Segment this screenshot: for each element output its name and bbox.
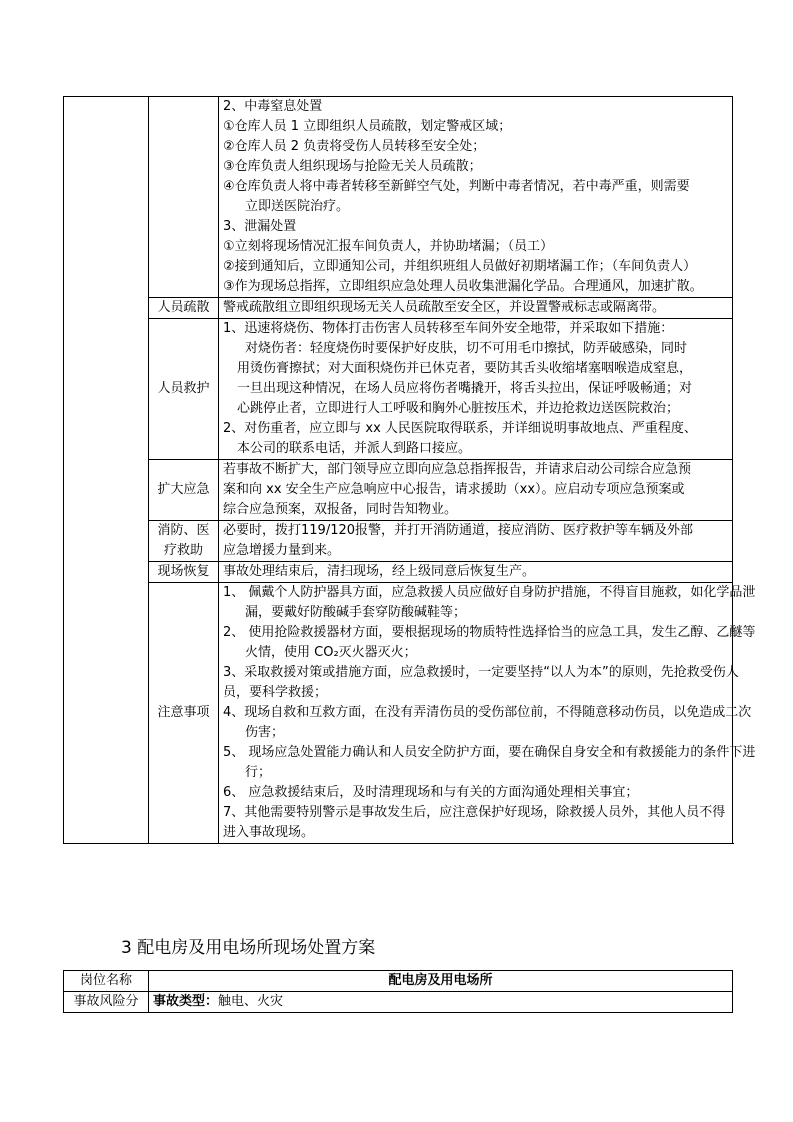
table-row — [64, 521, 733, 562]
fire-medical-content — [219, 521, 733, 562]
rescue-content — [219, 319, 733, 460]
recovery-label: 现场恢复 — [149, 562, 219, 583]
scenario-table — [63, 970, 733, 1013]
text-line: 综合应急预案，双报备，同时告知物业。 — [223, 502, 458, 517]
text-line: 本公司的联系电话，并派人到路口接应。 — [237, 441, 472, 456]
text-line: 2、中毒窒息处置 — [223, 99, 323, 114]
text-line: ②接到通知后，立即通知公司，并组织班组人员做好初期堵漏工作；（车间负责人） — [223, 259, 697, 274]
table-row — [64, 97, 733, 298]
text-line: 火情，使用 CO₂灭火器灭火； — [245, 645, 417, 660]
risk-type-value: 触电、火灾 — [218, 994, 284, 1009]
text-line: ③作为现场总指挥，立即组织应急处理人员收集泄漏化学品。合理通风，加速扩散。 — [223, 279, 703, 294]
risk-type-label: 事故类型： — [153, 994, 219, 1009]
table-row — [64, 992, 733, 1013]
text-line: 应急增援力量到来。 — [223, 543, 341, 558]
notes-label: 注意事项 — [149, 583, 219, 844]
section-title: 3 配电房及用电场所现场处置方案 — [121, 938, 376, 958]
label-line: 消防、医 — [157, 523, 210, 538]
disposal-content-cell — [219, 97, 733, 298]
text-line: 立即送医院治疗。 — [245, 199, 350, 214]
table-row — [64, 298, 733, 319]
text-line: ③仓库负责人组织现场与抢险无关人员疏散； — [223, 159, 482, 174]
text-line: 6、 应急救援结束后，及时清理现场和与有关的方面沟通处理相关事宜； — [223, 785, 639, 800]
blank-label-cell — [149, 97, 219, 298]
text-line: 用烫伤膏擦拭；对大面积烧伤并已休克者，要防其舌头收缩堵塞咽喉造成窒息， — [237, 361, 693, 376]
text-line: ④仓库负责人将中毒者转移至新鲜空气处，判断中毒者情况，若中毒严重，则需要 — [223, 179, 690, 194]
rescue-label: 人员救护 — [149, 319, 219, 460]
risk-content — [149, 992, 733, 1013]
text-line: 2、 使用抢险救援器材方面，要根据现场的物质特性选择恰当的应急工具，发生乙醇、乙醚等 — [223, 625, 756, 640]
table-row — [64, 460, 733, 521]
text-line: 伤害； — [245, 725, 285, 740]
text-line: 4、现场自救和互救方面，在没有弄清伤员的受伤部位前，不得随意移动伤员，以免造成二次 — [223, 705, 752, 720]
text-line: 漏，要戴好防酸碱手套穿防酸碱鞋等； — [245, 605, 467, 620]
text-line: 一旦出现这种情况，在场人员应将伤者嘴撬开，将舌头拉出，保证呼吸畅通；对 — [237, 381, 693, 396]
left-blank-cell — [64, 97, 149, 844]
text-line: 5、 现场应急处置能力确认和人员安全防护方面，要在确保自身安全和有救援能力的条件下进 — [223, 745, 756, 760]
text-line: 若事故不断扩大，部门领导应立即向应急总指挥报告，并请求启动公司综合应急预 — [223, 462, 692, 477]
fire-medical-label — [149, 521, 219, 562]
table-row — [64, 562, 733, 583]
text-line: ②仓库人员 2 负责将受伤人员转移至安全处； — [223, 139, 486, 154]
text-line: 行； — [245, 765, 272, 780]
post-value: 配电房及用电场所 — [149, 971, 733, 992]
text-line: 心跳停止者，立即进行人工呼吸和胸外心脏按压术，并边抢救边送医院救治； — [237, 401, 680, 416]
text-line: 1、 佩戴个人防护器具方面，应急救援人员应做好自身防护措施，不得盲目施救，如化学品泄 — [223, 585, 756, 600]
text-line: 进入事故现场。 — [223, 825, 315, 840]
table-row — [64, 319, 733, 460]
evacuation-content — [219, 298, 733, 319]
text-line: 员，要科学救援； — [223, 685, 328, 700]
text-line: 案和向 xx 安全生产应急响应中心报告，请求援助（xx）。应启动专项应急预案或 — [223, 482, 685, 497]
notes-content — [219, 583, 756, 844]
table-row — [64, 583, 733, 844]
table-row — [64, 971, 733, 992]
text-line: 对烧伤者：轻度烧伤时要保护好皮肤，切不可用毛巾擦拭，防弄破感染，同时 — [245, 341, 688, 356]
text-line: 必要时，拨打119/120报警，并打开消防通道，接应消防、医疗救护等车辆及外部 — [223, 523, 694, 538]
risk-label: 事故风险分 — [64, 992, 149, 1013]
expand-label: 扩大应急 — [149, 460, 219, 521]
disposal-table — [63, 96, 756, 844]
post-label: 岗位名称 — [64, 971, 149, 992]
text-line: 3、采取救援对策或措施方面，应急救援时，一定要坚持“以人为本”的原则，先抢救受伤人 — [223, 665, 739, 680]
text-line: ①仓库人员 1 立即组织人员疏散，划定警戒区域； — [223, 119, 512, 134]
evacuation-label: 人员疏散 — [149, 298, 219, 319]
label-line: 疗救助 — [163, 543, 203, 558]
recovery-content — [219, 562, 733, 583]
text-line: ①立刻将现场情况汇报车间负责人，并协助堵漏；（员工） — [223, 239, 554, 254]
text-line: 7、其他需要特别警示是事故发生后，应注意保护好现场，除救援人员外，其他人员不得 — [223, 805, 726, 820]
text-line: 3、泄漏处置 — [223, 219, 297, 234]
text-line: 警戒疏散组立即组织现场无关人员疏散至安全区，并设置警戒标志或隔离带。 — [223, 300, 666, 315]
text-line: 事故处理结束后，清扫现场，经上级同意后恢复生产。 — [223, 564, 536, 579]
expand-content — [219, 460, 733, 521]
text-line: 2、对伤重者，应立即与 xx 人民医院取得联系，并详细说明事故地点、严重程度、 — [223, 421, 697, 436]
text-line: 1、迅速将烧伤、物体打击伤害人员转移至车间外安全地带，并采取如下措施： — [223, 321, 674, 336]
